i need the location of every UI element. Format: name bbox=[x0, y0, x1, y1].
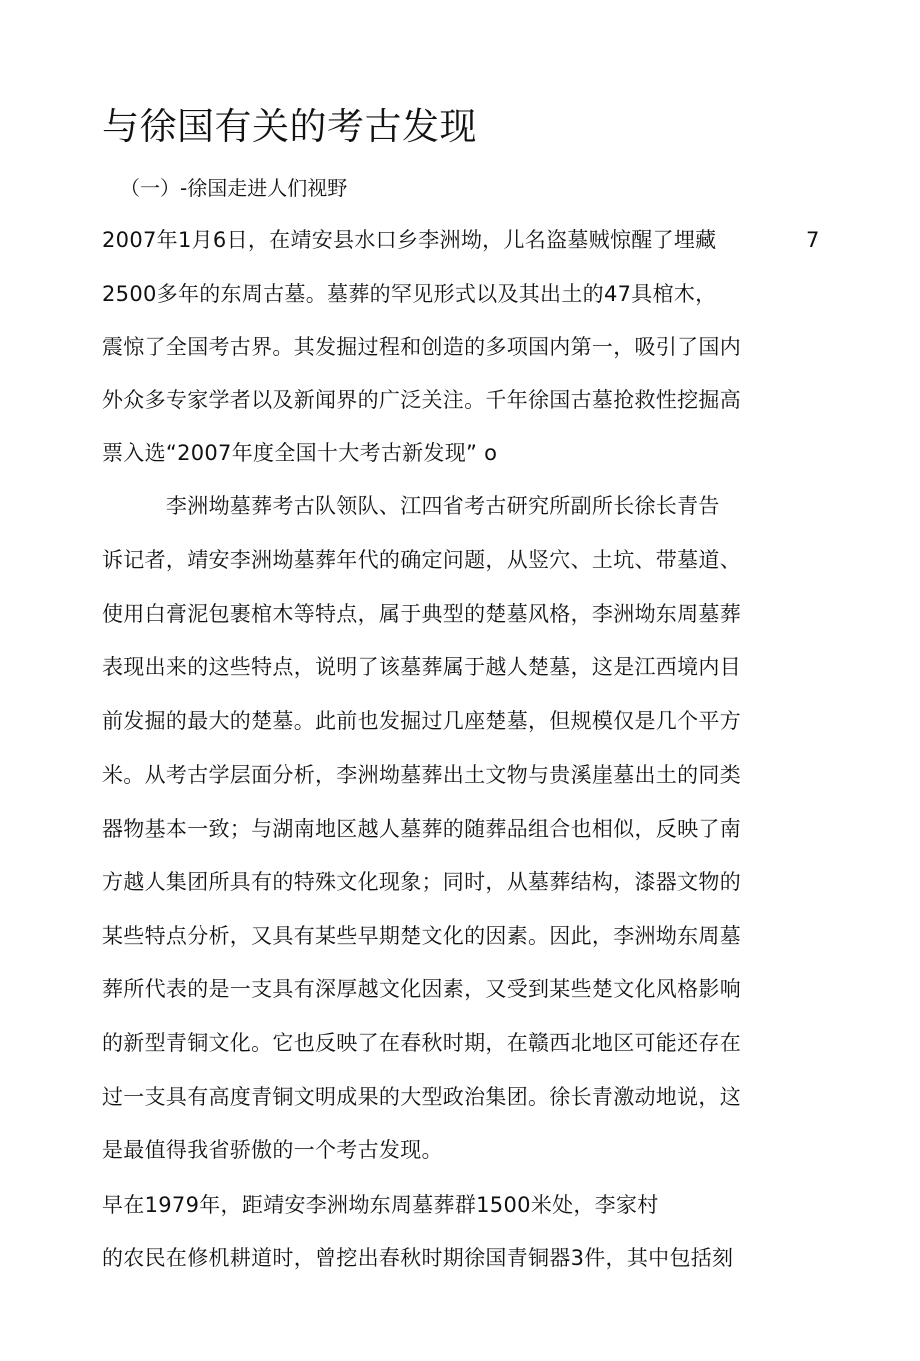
body-line: 方越人集团所具有的特殊文化现象；同时，从墓葬结构，漆器文物的 bbox=[102, 870, 741, 894]
body-line: 某些特点分析，又具有某些早期楚文化的因素。因此，李洲坳东周墓 bbox=[102, 924, 741, 948]
body-line: 器物基本一致；与湖南地区越人墓葬的随葬品组合也相似，反映了南 bbox=[102, 817, 741, 841]
body-line: 早在1979年，距靖安李洲坳东周墓葬群1500米处，李家村 bbox=[102, 1193, 659, 1217]
body-line: 票入选“2007年度全国十大考古新发现” o bbox=[102, 441, 498, 465]
page-number: 7 bbox=[806, 228, 820, 252]
body-line: 2500多年的东周古墓。墓葬的罕见形式以及其出土的47具棺木， bbox=[102, 282, 717, 306]
body-line: 诉记者，靖安李洲坳墓葬年代的确定问题，从竖穴、土坑、带墓道、 bbox=[102, 548, 741, 572]
body-line: 震惊了全国考古界。其发掘过程和创造的多项国内第一，吸引了国内 bbox=[102, 335, 741, 359]
body-line: 葬所代表的是一支具有深厚越文化因素，又受到某些楚文化风格影响 bbox=[102, 977, 741, 1001]
body-line: 表现出来的这些特点，说明了该墓葬属于越人楚墓，这是江西境内目 bbox=[102, 655, 741, 679]
body-line: 的农民在修机耕道时，曾挖出春秋时期徐国青铜器3件，其中包括刻 bbox=[102, 1246, 734, 1270]
body-line: 米。从考古学层面分析，李洲坳墓葬出土文物与贵溪崖墓出土的同类 bbox=[102, 763, 741, 787]
body-line: 外众多专家学者以及新闻界的广泛关注。千年徐国古墓抢救性挖掘高 bbox=[102, 388, 741, 412]
body-line: 使用白膏泥包裹棺木等特点，属于典型的楚墓风格，李洲坳东周墓葬 bbox=[102, 602, 741, 626]
section-heading: （一）-徐国走进人们视野 bbox=[120, 176, 348, 200]
document-title: 与徐国有关的考古发现 bbox=[102, 105, 477, 148]
body-line: 2007年1月6日，在靖安县水口乡李洲坳，儿名盗墓贼惊醒了埋藏 bbox=[102, 228, 717, 252]
body-line: 是最值得我省骄傲的一个考古发现。 bbox=[102, 1138, 443, 1162]
body-line: 李洲坳墓葬考古队领队、江四省考古研究所副所长徐长青告 bbox=[102, 494, 720, 518]
body-line: 过一支具有高度青铜文明成果的大型政治集团。徐长青激动地说，这 bbox=[102, 1085, 741, 1109]
body-line: 前发掘的最大的楚墓。此前也发掘过几座楚墓，但规模仅是几个平方 bbox=[102, 709, 741, 733]
body-line: 的新型青铜文化。它也反映了在春秋时期，在赣西北地区可能还存在 bbox=[102, 1031, 741, 1055]
